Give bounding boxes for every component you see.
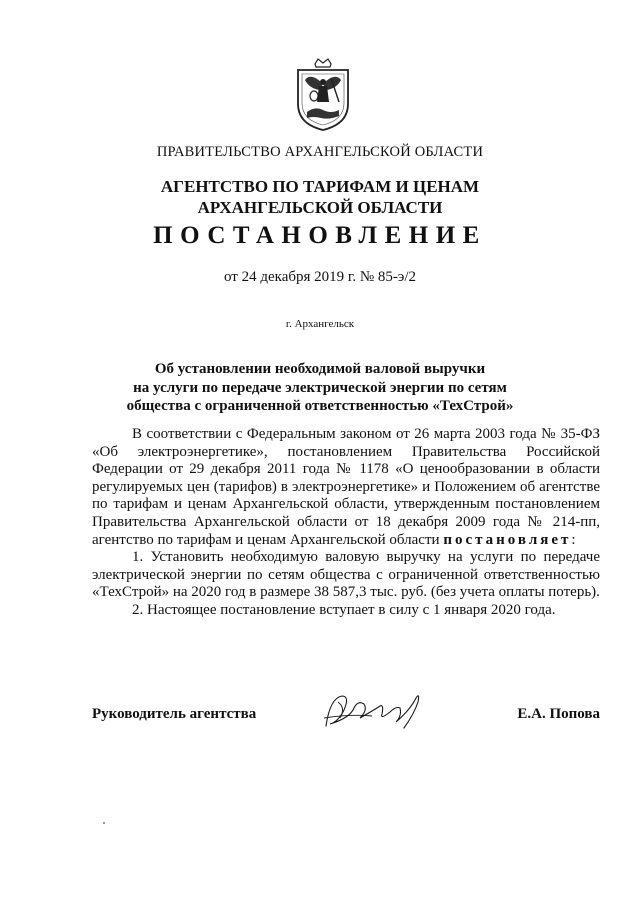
preamble-text: В соответствии с Федеральным законом от 26 марта 2003 года № 35-ФЗ «Об электроэнергетике», постановлением Правительства Российской Федерации от 29 декабря 2011 года № 1178 «О ценообразовании в области регулируемых цен (тарифов) в электроэнергетике» и Положением об агентстве по тарифам и ценам Архангельской области, утвержденным постановлением Правительства Архангельской области от 18 декабря 2009 года № 214-пп, агентство по тарифам и ценам Архангельской области <box>92 426 600 548</box>
document-city: г. Архангельск <box>285 318 355 330</box>
preamble-paragraph <box>92 426 600 549</box>
subject-line3: общества с ограниченной ответственностью «ТехСтрой» <box>126 398 514 414</box>
document-subject <box>0 360 640 416</box>
agency-title-line1: АГЕНТСТВО ПО ТАРИФАМ И ЦЕНАМ <box>160 177 480 196</box>
resolves-word: постановляет <box>443 531 572 548</box>
subject-line1: Об установлении необходимой валовой выручки <box>154 361 486 377</box>
coat-of-arms-icon <box>293 58 353 132</box>
scan-speck <box>103 822 105 824</box>
document-date-number: от 24 декабря 2019 г. № 85-э/2 <box>223 269 417 285</box>
signature-block <box>92 700 600 740</box>
agency-title-line2: АРХАНГЕЛЬСКОЙ ОБЛАСТИ <box>197 198 443 217</box>
government-title: ПРАВИТЕЛЬСТВО АРХАНГЕЛЬСКОЙ ОБЛАСТИ <box>156 144 484 160</box>
signatory-title: Руководитель агентства <box>92 706 257 722</box>
handwritten-signature <box>320 688 430 736</box>
document-type: ПОСТАНОВЛЕНИЕ <box>153 222 487 249</box>
item-1-paragraph: 1. Установить необходимую валовую выручку на услуги по передаче электрической энергии по сетям общества с ограниченной ответственностью «ТехСтрой» на 2020 год в размере 38 587,3 тыс. руб. (без учета оплаты потерь). <box>92 549 600 601</box>
agency-title <box>0 176 640 218</box>
resolves-colon: : <box>571 531 576 548</box>
item-2-paragraph: 2. Настоящее постановление вступает в силу с 1 января 2020 года. <box>132 601 556 618</box>
subject-line2: на услуги по передаче электрической энергии по сетям <box>133 379 507 396</box>
document-body <box>92 426 600 620</box>
signatory-name: Е.А. Попова <box>517 706 600 722</box>
